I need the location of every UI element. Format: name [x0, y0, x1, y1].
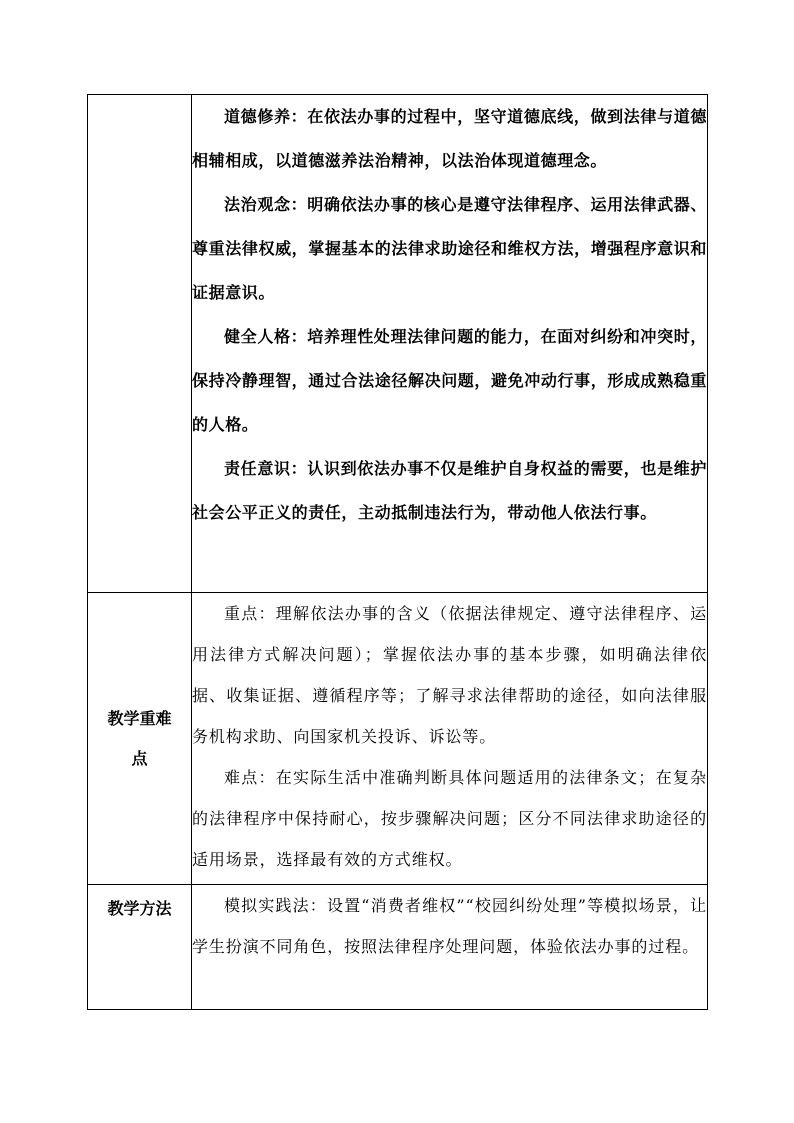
teaching-method-label: 教学方法: [107, 899, 172, 918]
simulation-practice-paragraph: 模拟实践法：设置“消费者维权”“校园纠纷处理”等模拟场景，让学生扮演不同角色，按照法律程序处理问题，体验依法办事的过程。: [192, 896, 707, 956]
moral-cultivation-paragraph: 道德修养：在依法办事的过程中，坚守道德底线，做到法律与道德相辅相成，以道德滋养法治精神，以法治体现道德理念。: [192, 107, 707, 170]
key-difficult-points-cell: [192, 593, 708, 885]
literacy-goals-cell: [192, 95, 708, 593]
row-label-cell: [88, 95, 192, 593]
lesson-plan-table: [87, 94, 708, 1010]
difficult-points-paragraph: 难点：在实际生活中准确判断具体问题适用的法律条文；在复杂的法律程序中保持耐心，按步骤解决问题；区分不同法律求助途径的适用场景，选择最有效的方式维权。: [192, 768, 707, 869]
sound-personality-paragraph: 健全人格：培养理性处理法律问题的能力，在面对纠纷和冲突时，保持冷静理智，通过合法途径解决问题，避免冲动行事，形成成熟稳重的人格。: [192, 327, 707, 434]
table-row-literacy-goals: [88, 95, 708, 593]
teaching-method-cell: [192, 885, 708, 1010]
key-difficult-points-label-cell: [88, 593, 192, 885]
responsibility-awareness-paragraph: 责任意识：认识到依法办事不仅是维护自身权益的需要，也是维护社会公平正义的责任，主动抵制违法行为，带动他人依法行事。: [192, 459, 707, 522]
rule-of-law-concept-paragraph: 法治观念：明确依法办事的核心是遵守法律程序、运用法律武器、尊重法律权威，掌握基本的法律求助途径和维权方法，增强程序意识和证据意识。: [192, 195, 707, 302]
key-points-paragraph: 重点：理解依法办事的含义（依据法律规定、遵守法律程序、运用法律方式解决问题）；掌握依法办事的基本步骤，如明确法律依据、收集证据、遵循程序等；了解寻求法律帮助的途径，如向法律服务机构求助、向国家机关投诉、诉讼等。: [192, 604, 707, 746]
key-difficult-points-label: 教学重难点: [107, 708, 172, 768]
teaching-method-label-cell: [88, 885, 192, 1010]
table-row-teaching-method: [88, 885, 708, 1010]
table-row-key-difficult-points: [88, 593, 708, 885]
